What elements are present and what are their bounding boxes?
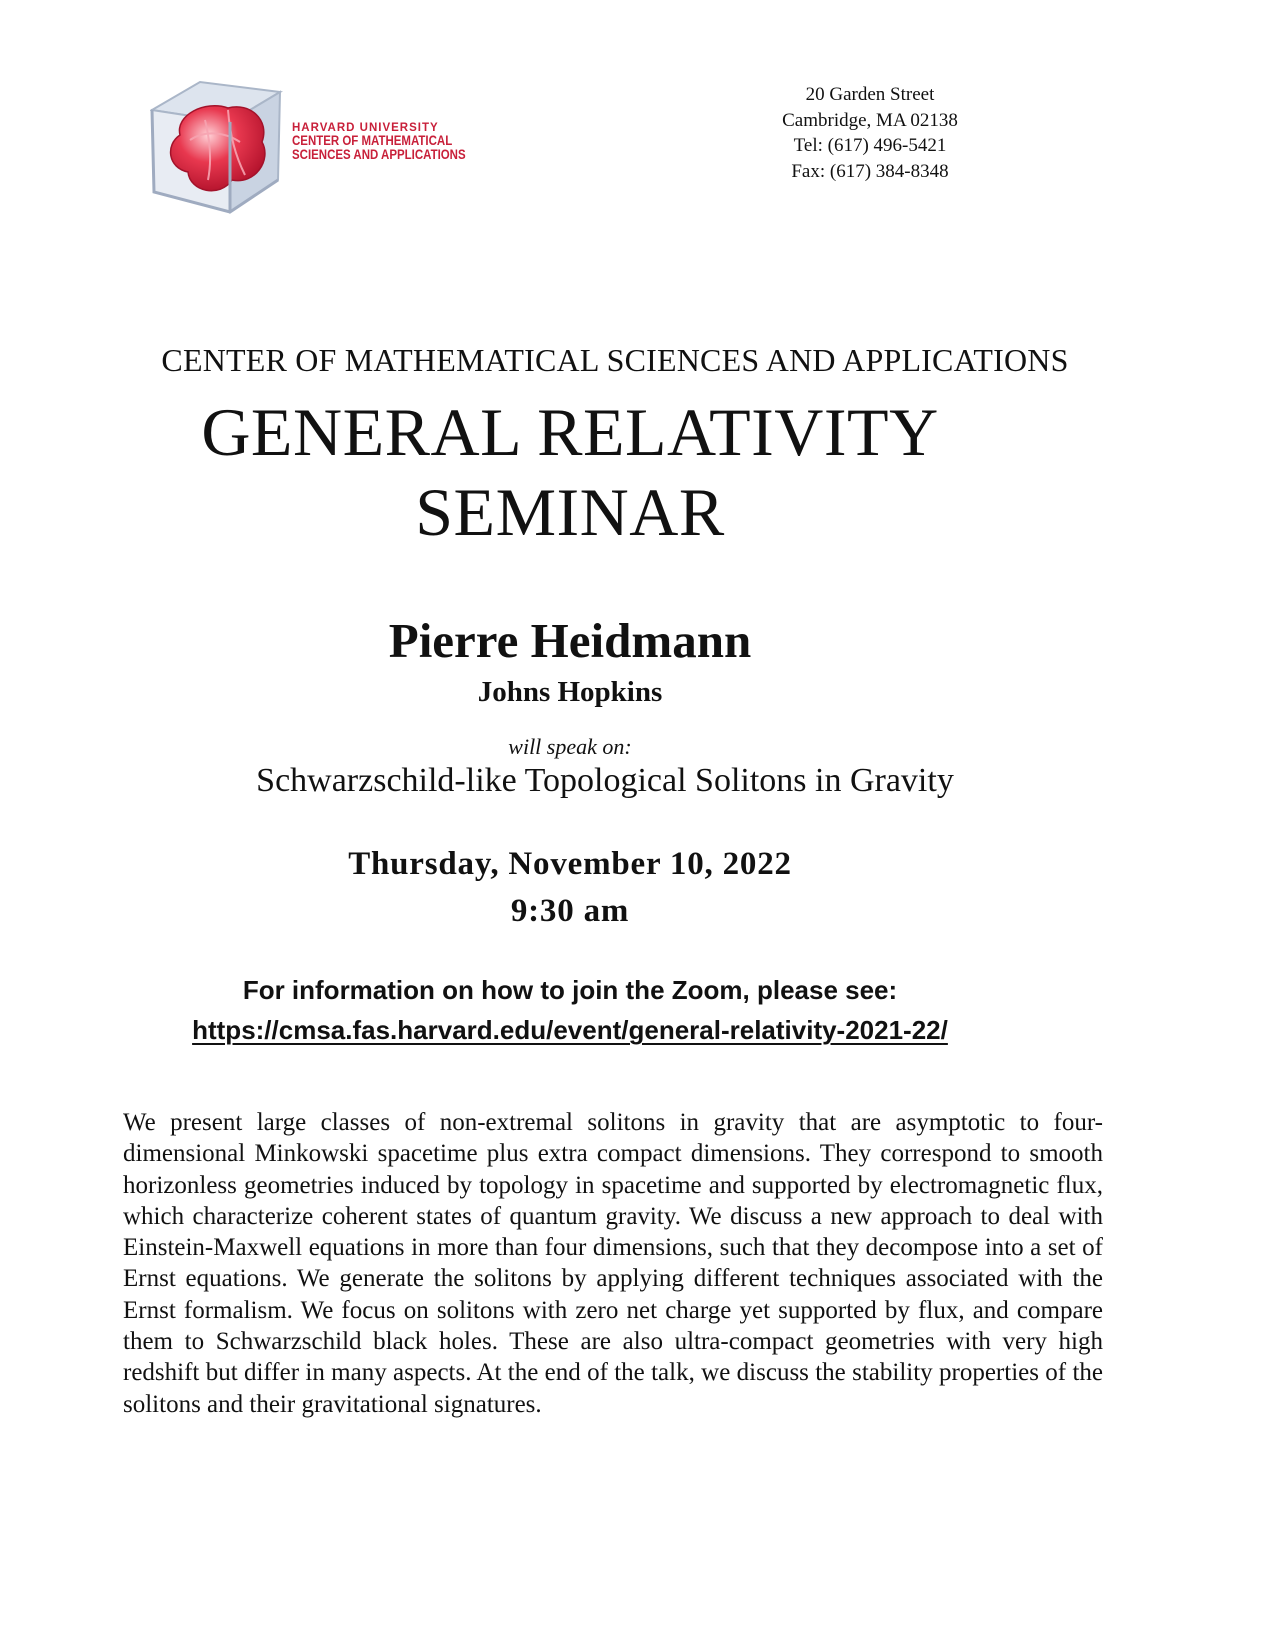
- street-address: 20 Garden Street: [805, 84, 935, 105]
- seminar-title-line2: SEMINAR: [415, 474, 725, 550]
- fax: Fax: (617) 384-8348: [791, 160, 949, 182]
- cube-with-red-solid-icon: [150, 80, 290, 220]
- zoom-link[interactable]: https://cmsa.fas.harvard.edu/event/general-relativity-2021-22/: [192, 1015, 948, 1045]
- city-address: Cambridge, MA 02138: [782, 109, 958, 131]
- event-date: Thursday, November 10, 2022: [348, 846, 792, 882]
- seminar-title: [0, 392, 1140, 552]
- speaker-affiliation: Johns Hopkins: [477, 676, 663, 708]
- speaker-name: Pierre Heidmann: [388, 613, 752, 668]
- abstract-text: We present large classes of non-extremal solitons in gravity that are asymptotic to four-dimensional Minkowski spacetime plus extra compact dimensions. They correspond to smooth horizonless geometries induced by topology in spacetime and supported by electromagnetic flux, which characterize coherent states of quantum gravity. We discuss a new approach to deal with Einstein-Maxwell equations in more than four dimensions, such that they decompose into a set of Ernst equations. We generate the solitons by applying different techniques associated with the Ernst formalism. We focus on solitons with zero net charge yet supported by flux, and compare them to Schwarzschild black holes. These are also ultra-compact geometries with very high redshift but differ in many aspects. At the end of the talk, we discuss the stability properties of the solitons and their gravitational signatures.: [123, 1109, 1103, 1418]
- center-name: CENTER OF MATHEMATICAL SCIENCES AND APPLICATIONS: [161, 342, 1069, 378]
- telephone: Tel: (617) 496-5421: [793, 135, 947, 156]
- zoom-info: For information on how to join the Zoom, please see:: [242, 975, 898, 1005]
- logo-sciences-line: SCIENCES AND APPLICATIONS: [292, 147, 466, 163]
- will-speak-label: will speak on:: [508, 734, 632, 759]
- logo-center-line: CENTER OF MATHEMATICAL: [292, 133, 453, 149]
- talk-title: Schwarzschild-like Topological Solitons in Gravity: [256, 762, 954, 799]
- seminar-title-line1: GENERAL RELATIVITY: [201, 394, 939, 470]
- address-block: [760, 82, 980, 184]
- logo-university: HARVARD UNIVERSITY: [292, 122, 439, 134]
- logo-text: [292, 122, 496, 162]
- event-time: 9:30 am: [510, 893, 630, 929]
- cmsa-logo: [150, 80, 480, 220]
